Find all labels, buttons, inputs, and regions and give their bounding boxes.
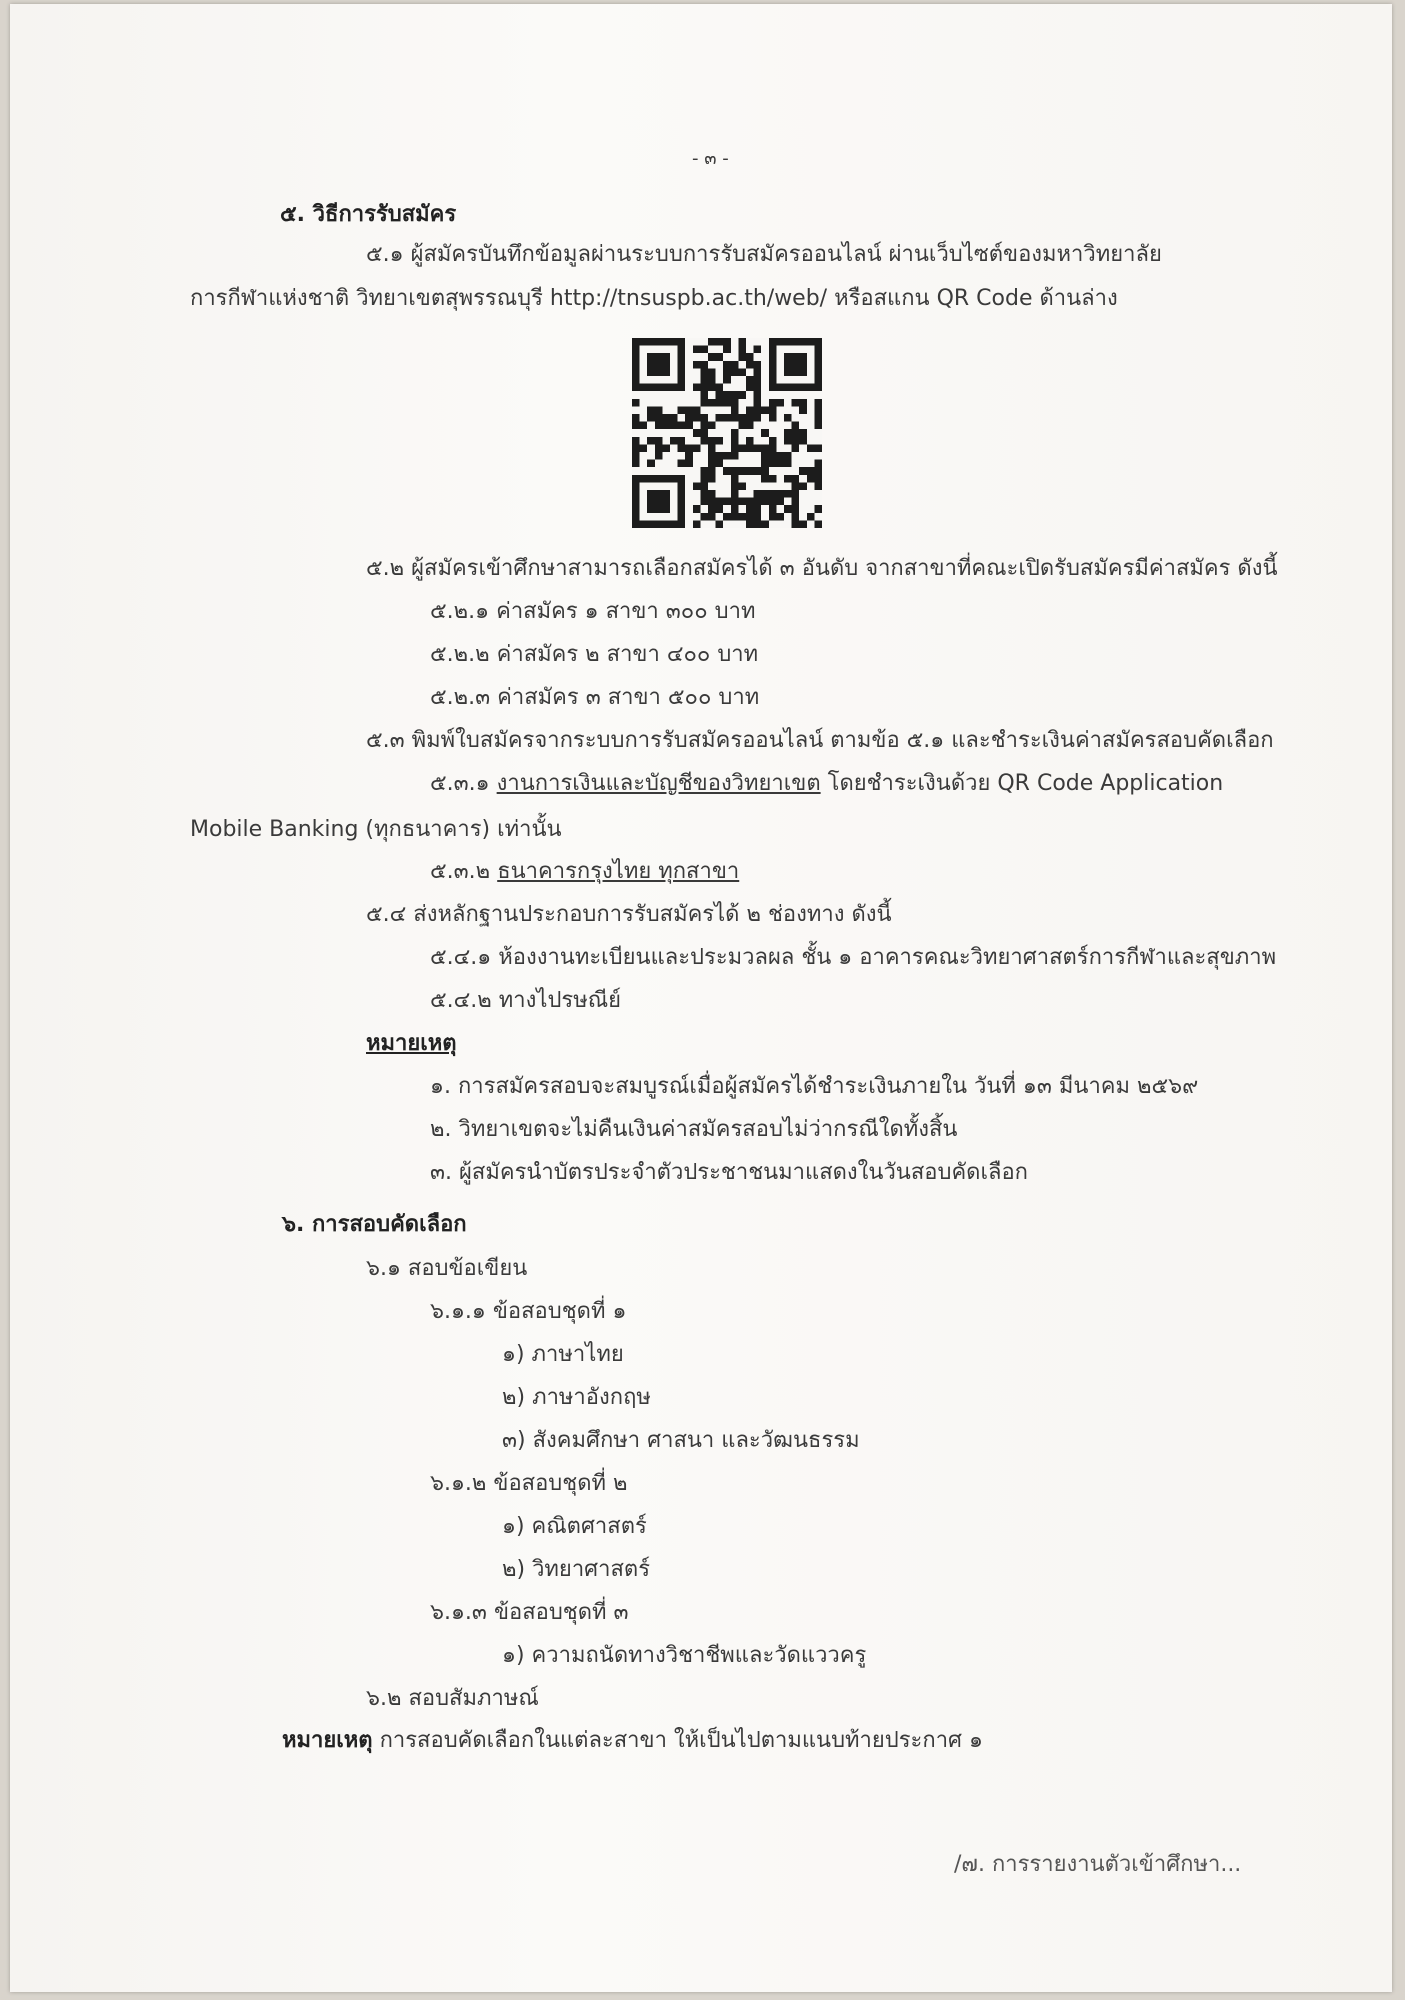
paragraph-5-4-2: ๕.๔.๒ ทางไปรษณีย์ (430, 988, 622, 1013)
payment-method-text: โดยชำระเงินด้วย QR Code Application (827, 771, 1224, 796)
fee-item-2: ๕.๒.๒ ค่าสมัคร ๒ สาขา ๔๐๐ บาท (430, 642, 759, 667)
section-6-note (282, 1726, 983, 1756)
exam-set-3: ๖.๑.๓ ข้อสอบชุดที่ ๓ (430, 1600, 629, 1625)
exam-set-1: ๖.๑.๑ ข้อสอบชุดที่ ๑ (430, 1299, 627, 1324)
note-item-1: ๑. การสมัครสอบจะสมบูรณ์เมื่อผู้สมัครได้ชำระเงินภายใน วันที่ ๑๓ มีนาคม ๒๕๖๙ (430, 1074, 1199, 1099)
finance-office-text: งานการเงินและบัญชีของวิทยาเขต (496, 771, 821, 796)
exam-set-2: ๖.๑.๒ ข้อสอบชุดที่ ๒ (430, 1471, 628, 1496)
note-item-2: ๒. วิทยาเขตจะไม่คืนเงินค่าสมัครสอบไม่ว่ากรณีใดทั้งสิ้น (430, 1117, 958, 1142)
paragraph-5-4: ๕.๔ ส่งหลักฐานประกอบการรับสมัครได้ ๒ ช่องทาง ดังนี้ (366, 902, 892, 927)
paragraph-5-3-2 (430, 857, 739, 887)
note-label: หมายเหตุ (282, 1728, 373, 1753)
fee-item-1: ๕.๒.๑ ค่าสมัคร ๑ สาขา ๓๐๐ บาท (430, 599, 756, 624)
exam-set-1-item-1: ๑) ภาษาไทย (502, 1342, 624, 1367)
item-number: ๕.๓.๒ (430, 859, 491, 884)
qr-code (632, 336, 822, 530)
fee-item-3: ๕.๒.๓ ค่าสมัคร ๓ สาขา ๕๐๐ บาท (430, 685, 760, 710)
section-5-heading: ๕. วิธีการรับสมัคร (280, 202, 457, 227)
document-page (10, 4, 1392, 1992)
paragraph-5-3-1 (430, 769, 1223, 799)
exam-set-2-item-2: ๒) วิทยาศาสตร์ (502, 1557, 651, 1582)
paragraph-5-3-1-line2: Mobile Banking (ทุกธนาคาร) เท่านั้น (190, 817, 562, 842)
item-number: ๕.๓.๑ (430, 771, 490, 796)
note-item-3: ๓. ผู้สมัครนำบัตรประจำตัวประชาชนมาแสดงในวันสอบคัดเลือก (430, 1160, 1028, 1185)
paragraph-5-1-line2: การกีฬาแห่งชาติ วิทยาเขตสุพรรณบุรี http://tnsuspb.ac.th/web/ หรือสแกน QR Code ด้านล่าง (190, 286, 1118, 311)
note-title: หมายเหตุ (366, 1031, 457, 1056)
note-text: การสอบคัดเลือกในแต่ละสาขา ให้เป็นไปตามแนบท้ายประกาศ ๑ (379, 1728, 983, 1753)
paragraph-6-1: ๖.๑ สอบข้อเขียน (366, 1256, 528, 1281)
exam-set-1-item-3: ๓) สังคมศึกษา ศาสนา และวัฒนธรรม (502, 1428, 860, 1453)
paragraph-5-2: ๕.๒ ผู้สมัครเข้าศึกษาสามารถเลือกสมัครได้ ๓ อันดับ จากสาขาที่คณะเปิดรับสมัครมีค่าสมัคร ดังนี้ (366, 556, 1278, 581)
continuation-footer: /๗. การรายงานตัวเข้าศึกษา... (954, 1852, 1242, 1877)
section-6-heading: ๖. การสอบคัดเลือก (282, 1212, 467, 1237)
exam-set-2-item-1: ๑) คณิตศาสตร์ (502, 1514, 647, 1539)
exam-set-3-item-1: ๑) ความถนัดทางวิชาชีพและวัดแววครู (502, 1643, 867, 1668)
paragraph-6-2: ๖.๒ สอบสัมภาษณ์ (366, 1686, 539, 1711)
page-number: - ๓ - (692, 148, 729, 169)
bank-text: ธนาคารกรุงไทย ทุกสาขา (497, 859, 740, 884)
paragraph-5-3: ๕.๓ พิมพ์ใบสมัครจากระบบการรับสมัครออนไลน์ ตามข้อ ๕.๑ และชำระเงินค่าสมัครสอบคัดเลือก (366, 728, 1274, 753)
paragraph-5-4-1: ๕.๔.๑ ห้องงานทะเบียนและประมวลผล ชั้น ๑ อาคารคณะวิทยาศาสตร์การกีฬาและสุขภาพ (430, 945, 1277, 970)
exam-set-1-item-2: ๒) ภาษาอังกฤษ (502, 1385, 651, 1410)
paragraph-5-1-line1: ๕.๑ ผู้สมัครบันทึกข้อมูลผ่านระบบการรับสมัครออนไลน์ ผ่านเว็บไซต์ของมหาวิทยาลัย (366, 242, 1162, 267)
